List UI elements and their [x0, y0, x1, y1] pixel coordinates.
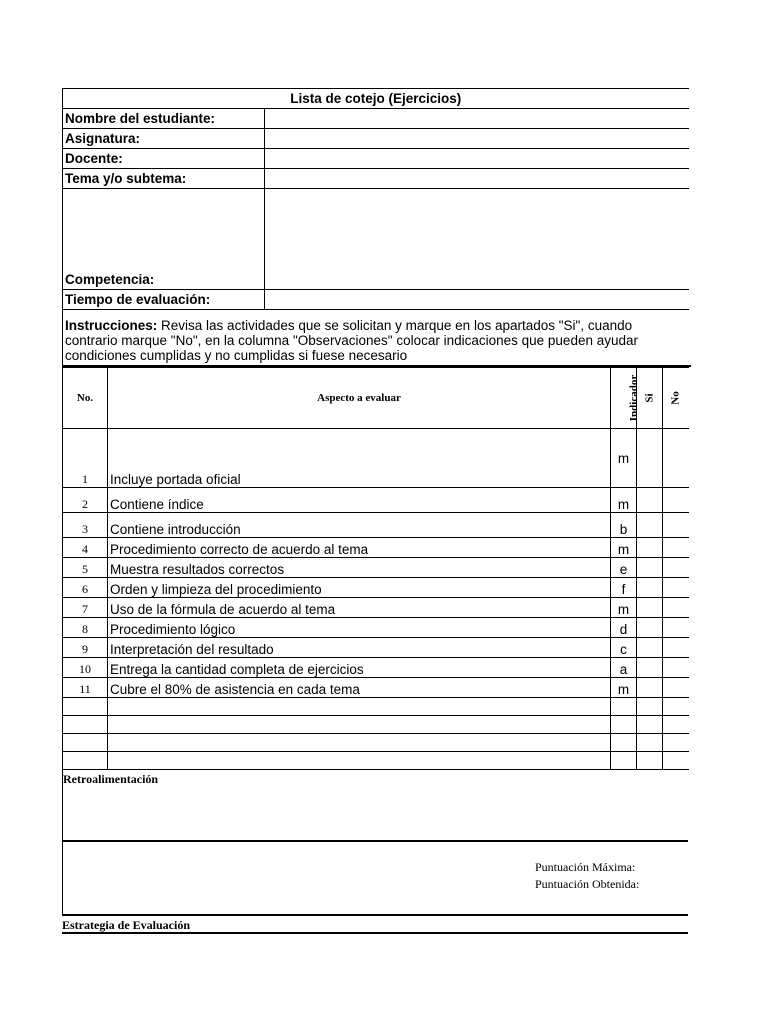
- row-aspect: Incluye portada oficial: [108, 429, 611, 488]
- empty-cell[interactable]: [663, 716, 689, 734]
- row-no-checkbox[interactable]: [663, 558, 689, 578]
- empty-cell[interactable]: [637, 698, 663, 716]
- empty-cell[interactable]: [637, 752, 663, 770]
- student-info-table: [62, 88, 689, 310]
- empty-cell[interactable]: [108, 734, 611, 752]
- empty-row: [63, 734, 689, 752]
- score-section: [62, 842, 688, 916]
- instructions-line-1: Revisa las actividades que se solicitan y marque en los apartados "Si", cuando: [157, 318, 633, 333]
- empty-cell[interactable]: [611, 698, 637, 716]
- row-si-checkbox[interactable]: [637, 429, 663, 488]
- empty-cell[interactable]: [63, 716, 108, 734]
- row-si-checkbox[interactable]: [637, 678, 663, 698]
- row-no-checkbox[interactable]: [663, 538, 689, 558]
- row-aspect: Contiene introducción: [108, 513, 611, 538]
- row-si-checkbox[interactable]: [637, 558, 663, 578]
- empty-row: [63, 716, 689, 734]
- empty-cell[interactable]: [108, 698, 611, 716]
- row-number: 3: [63, 513, 108, 538]
- table-row: [63, 538, 689, 558]
- row-no-checkbox[interactable]: [663, 578, 689, 598]
- row-indicator: m: [611, 488, 637, 513]
- instructions-line-2: contrario marque "No", en la columna "Observaciones" colocar indicaciones que pueden ayudar: [65, 333, 638, 348]
- empty-cell[interactable]: [663, 752, 689, 770]
- max-score-label: Puntuación Máxima:: [535, 860, 636, 874]
- table-row: [63, 638, 689, 658]
- table-row: [63, 678, 689, 698]
- table-row: [63, 488, 689, 513]
- competence-label: Competencia:: [63, 189, 265, 290]
- empty-cell[interactable]: [663, 734, 689, 752]
- row-number: 5: [63, 558, 108, 578]
- empty-cell[interactable]: [108, 752, 611, 770]
- row-indicator: b: [611, 513, 637, 538]
- feedback-section: [62, 770, 688, 842]
- empty-cell[interactable]: [611, 716, 637, 734]
- evaluation-table: [62, 367, 689, 770]
- row-indicator: d: [611, 618, 637, 638]
- row-number: 7: [63, 598, 108, 618]
- row-si-checkbox[interactable]: [637, 538, 663, 558]
- row-no-checkbox[interactable]: [663, 618, 689, 638]
- eval-time-field[interactable]: [265, 290, 689, 310]
- row-number: 4: [63, 538, 108, 558]
- row-aspect: Contiene índice: [108, 488, 611, 513]
- row-indicator: m: [611, 598, 637, 618]
- row-no-checkbox[interactable]: [663, 598, 689, 618]
- row-si-checkbox[interactable]: [637, 638, 663, 658]
- row-aspect: Muestra resultados correctos: [108, 558, 611, 578]
- topic-field[interactable]: [265, 169, 689, 189]
- col-header-no-answer: No: [663, 368, 689, 429]
- row-number: 2: [63, 488, 108, 513]
- row-number: 11: [63, 678, 108, 698]
- empty-cell[interactable]: [63, 752, 108, 770]
- strategy-label: Estrategia de Evaluación: [62, 916, 688, 934]
- row-aspect: Procedimiento correcto de acuerdo al tema: [108, 538, 611, 558]
- empty-cell[interactable]: [663, 698, 689, 716]
- row-si-checkbox[interactable]: [637, 658, 663, 678]
- empty-row: [63, 698, 689, 716]
- row-aspect: Cubre el 80% de asistencia en cada tema: [108, 678, 611, 698]
- teacher-field[interactable]: [265, 149, 689, 169]
- table-row: [63, 598, 689, 618]
- row-number: 8: [63, 618, 108, 638]
- table-row: [63, 618, 689, 638]
- table-row: [63, 558, 689, 578]
- row-si-checkbox[interactable]: [637, 488, 663, 513]
- row-aspect: Interpretación del resultado: [108, 638, 611, 658]
- empty-cell[interactable]: [637, 716, 663, 734]
- row-number: 6: [63, 578, 108, 598]
- row-si-checkbox[interactable]: [637, 513, 663, 538]
- row-indicator: c: [611, 638, 637, 658]
- table-row: [63, 578, 689, 598]
- subject-label: Asignatura:: [63, 129, 265, 149]
- teacher-label: Docente:: [63, 149, 265, 169]
- table-row: [63, 513, 689, 538]
- row-no-checkbox[interactable]: [663, 513, 689, 538]
- col-header-si: Si: [637, 368, 663, 429]
- col-header-indicator: Indicador: [611, 368, 637, 429]
- row-no-checkbox[interactable]: [663, 658, 689, 678]
- row-indicator: a: [611, 658, 637, 678]
- row-si-checkbox[interactable]: [637, 578, 663, 598]
- row-indicator: m: [611, 538, 637, 558]
- row-no-checkbox[interactable]: [663, 678, 689, 698]
- student-name-label: Nombre del estudiante:: [63, 109, 265, 129]
- row-indicator: f: [611, 578, 637, 598]
- row-no-checkbox[interactable]: [663, 488, 689, 513]
- row-number: 10: [63, 658, 108, 678]
- row-aspect: Entrega la cantidad completa de ejercicios: [108, 658, 611, 678]
- table-row: [63, 429, 689, 488]
- empty-cell[interactable]: [611, 734, 637, 752]
- empty-cell[interactable]: [63, 734, 108, 752]
- empty-cell[interactable]: [108, 716, 611, 734]
- table-header-row: [63, 368, 689, 429]
- row-no-checkbox[interactable]: [663, 638, 689, 658]
- row-indicator: m: [611, 429, 637, 488]
- col-header-no: No.: [63, 368, 108, 429]
- eval-time-label: Tiempo de evaluación:: [63, 290, 265, 310]
- col-header-aspect: Aspecto a evaluar: [108, 368, 611, 429]
- instructions-line-3: condiciones cumplidas y no cumplidas si fuese necesario: [65, 348, 408, 363]
- subject-field[interactable]: [265, 129, 689, 149]
- table-row: [63, 658, 689, 678]
- row-aspect: Orden y limpieza del procedimiento: [108, 578, 611, 598]
- row-aspect: Uso de la fórmula de acuerdo al tema: [108, 598, 611, 618]
- checklist-sheet: [62, 88, 688, 934]
- row-aspect: Procedimiento lógico: [108, 618, 611, 638]
- empty-cell[interactable]: [637, 734, 663, 752]
- student-name-field[interactable]: [265, 109, 689, 129]
- row-number: 1: [63, 429, 108, 488]
- empty-cell[interactable]: [611, 752, 637, 770]
- obtained-score-label: Puntuación Obtenida:: [535, 877, 640, 891]
- row-number: 9: [63, 638, 108, 658]
- row-indicator: m: [611, 678, 637, 698]
- row-si-checkbox[interactable]: [637, 598, 663, 618]
- feedback-label: Retroalimentación: [63, 772, 159, 786]
- empty-row: [63, 752, 689, 770]
- instructions: [62, 310, 691, 367]
- topic-label: Tema y/o subtema:: [63, 169, 265, 189]
- row-indicator: e: [611, 558, 637, 578]
- competence-field[interactable]: [265, 189, 689, 290]
- page-title: Lista de cotejo (Ejercicios): [63, 89, 689, 109]
- instructions-label: Instrucciones:: [65, 318, 158, 333]
- row-no-checkbox[interactable]: [663, 429, 689, 488]
- empty-cell[interactable]: [63, 698, 108, 716]
- row-si-checkbox[interactable]: [637, 618, 663, 638]
